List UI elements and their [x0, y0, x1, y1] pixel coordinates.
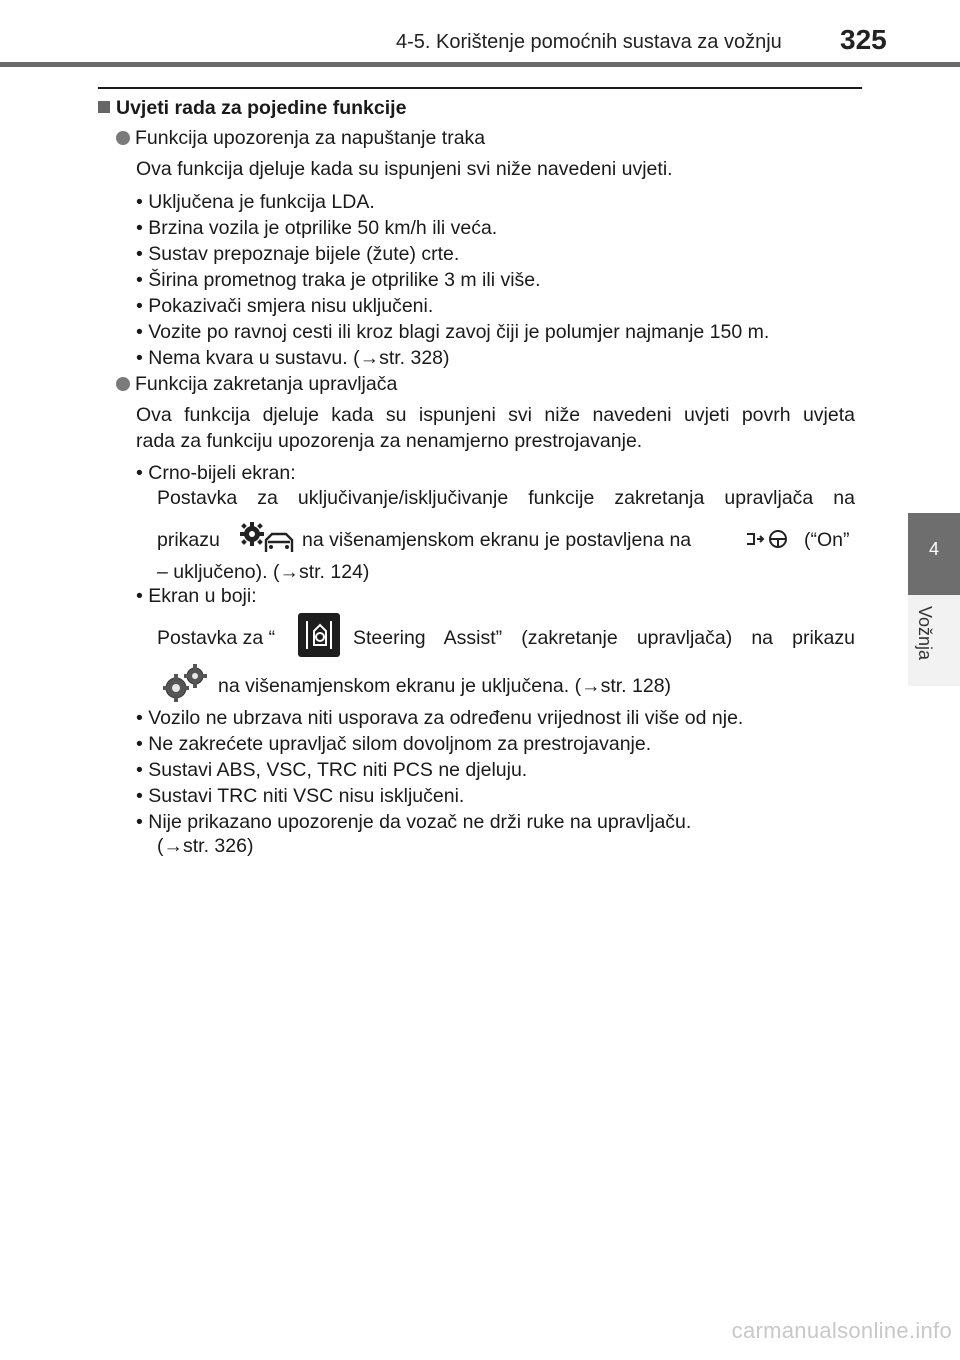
list-item: • Ne zakrećete upravljač silom dovoljnom za prestrojavanje. — [136, 733, 652, 755]
header-title: 4-5. Korištenje pomoćnih sustava za vožnju — [396, 31, 782, 53]
list-item: • Brzina vozila je otprilike 50 km/h ili veća. — [136, 217, 498, 239]
lda-title-text: Funkcija upozorenja za napuštanje traka — [135, 127, 486, 149]
color-display-line1a: Postavka za “ — [157, 627, 276, 649]
page-reference: (→str. 326) — [157, 835, 254, 857]
list-item: • Sustav prepoznaje bijele (žute) crte. — [136, 243, 460, 265]
chapter-number: 4 — [928, 539, 939, 559]
chapter-tab[interactable] — [908, 513, 960, 595]
circle-bullet-icon — [116, 131, 130, 145]
steering-intro-line2: rada za funkciju upozorenja za nenamjerno prestrojavanje. — [136, 430, 643, 452]
chapter-label: Vožnja — [915, 606, 935, 661]
lda-intro: Ova funkcija djeluje kada su ispunjeni svi niže navedeni uvjeti. — [136, 158, 673, 180]
list-item: • Nema kvara u sustavu. (→str. 328) — [136, 347, 450, 369]
mono-display-line2c: (“On” — [804, 529, 850, 551]
mono-display-line2a: prikazu — [157, 529, 220, 551]
list-item: • Uključena je funkcija LDA. — [136, 191, 375, 213]
mono-display-line3: – uključeno). (→str. 124) — [157, 561, 370, 583]
mono-display-line2b: na višenamjenskom ekranu je postavljena na — [302, 529, 692, 551]
steering-title-text: Funkcija zakretanja upravljača — [135, 373, 398, 395]
lda-title — [116, 126, 485, 150]
settings-vehicle-icon — [240, 522, 294, 556]
circle-bullet-icon — [116, 377, 130, 391]
list-item: • Sustavi ABS, VSC, TRC niti PCS ne djeluju. — [136, 759, 528, 781]
section-heading-text: Uvjeti rada za pojedine funkcije — [116, 97, 407, 119]
list-item: • Sustavi TRC niti VSC nisu isključeni. — [136, 785, 465, 807]
section-heading — [98, 96, 406, 120]
list-item: • Širina prometnog traka je otprilike 3 m ili više. — [136, 269, 541, 291]
section-rule — [98, 87, 862, 89]
steering-title — [116, 372, 397, 396]
header-rule — [0, 62, 960, 67]
square-bullet-icon — [98, 101, 110, 113]
watermark: carmanualsonline.info — [731, 1318, 952, 1343]
list-item: • Nije prikazano upozorenje da vozač ne drži ruke na upravljaču. — [136, 811, 692, 833]
mono-display-line1: Postavka za uključivanje/isključivanje funkcije zakretanja upravljača na — [157, 487, 855, 509]
color-display-line1b: Steering Assist” (zakretanje upravljača) na prikazu — [353, 627, 855, 649]
steering-intro-line1: Ova funkcija djeluje kada su ispunjeni svi niže navedeni uvjeti povrh uvjeta — [136, 404, 855, 426]
color-display-label: • Ekran u boji: — [136, 585, 257, 607]
page-number: 325 — [840, 24, 887, 55]
page-header — [0, 0, 960, 62]
list-item: • Vozite po ravnoj cesti ili kroz blagi zavoj čiji je polumjer najmanje 150 m. — [136, 321, 770, 343]
list-item: • Vozilo ne ubrzava niti usporava za određenu vrijednost ili više od nje. — [136, 707, 744, 729]
steering-assist-on-icon — [744, 528, 796, 550]
steering-assist-icon — [298, 613, 340, 657]
list-item: • Pokazivači smjera nisu uključeni. — [136, 295, 434, 317]
mono-display-label: • Crno-bijeli ekran: — [136, 462, 296, 484]
settings-gears-icon — [162, 664, 208, 704]
color-display-line2: na višenamjenskom ekranu je uključena. (→str. 128) — [218, 675, 672, 697]
